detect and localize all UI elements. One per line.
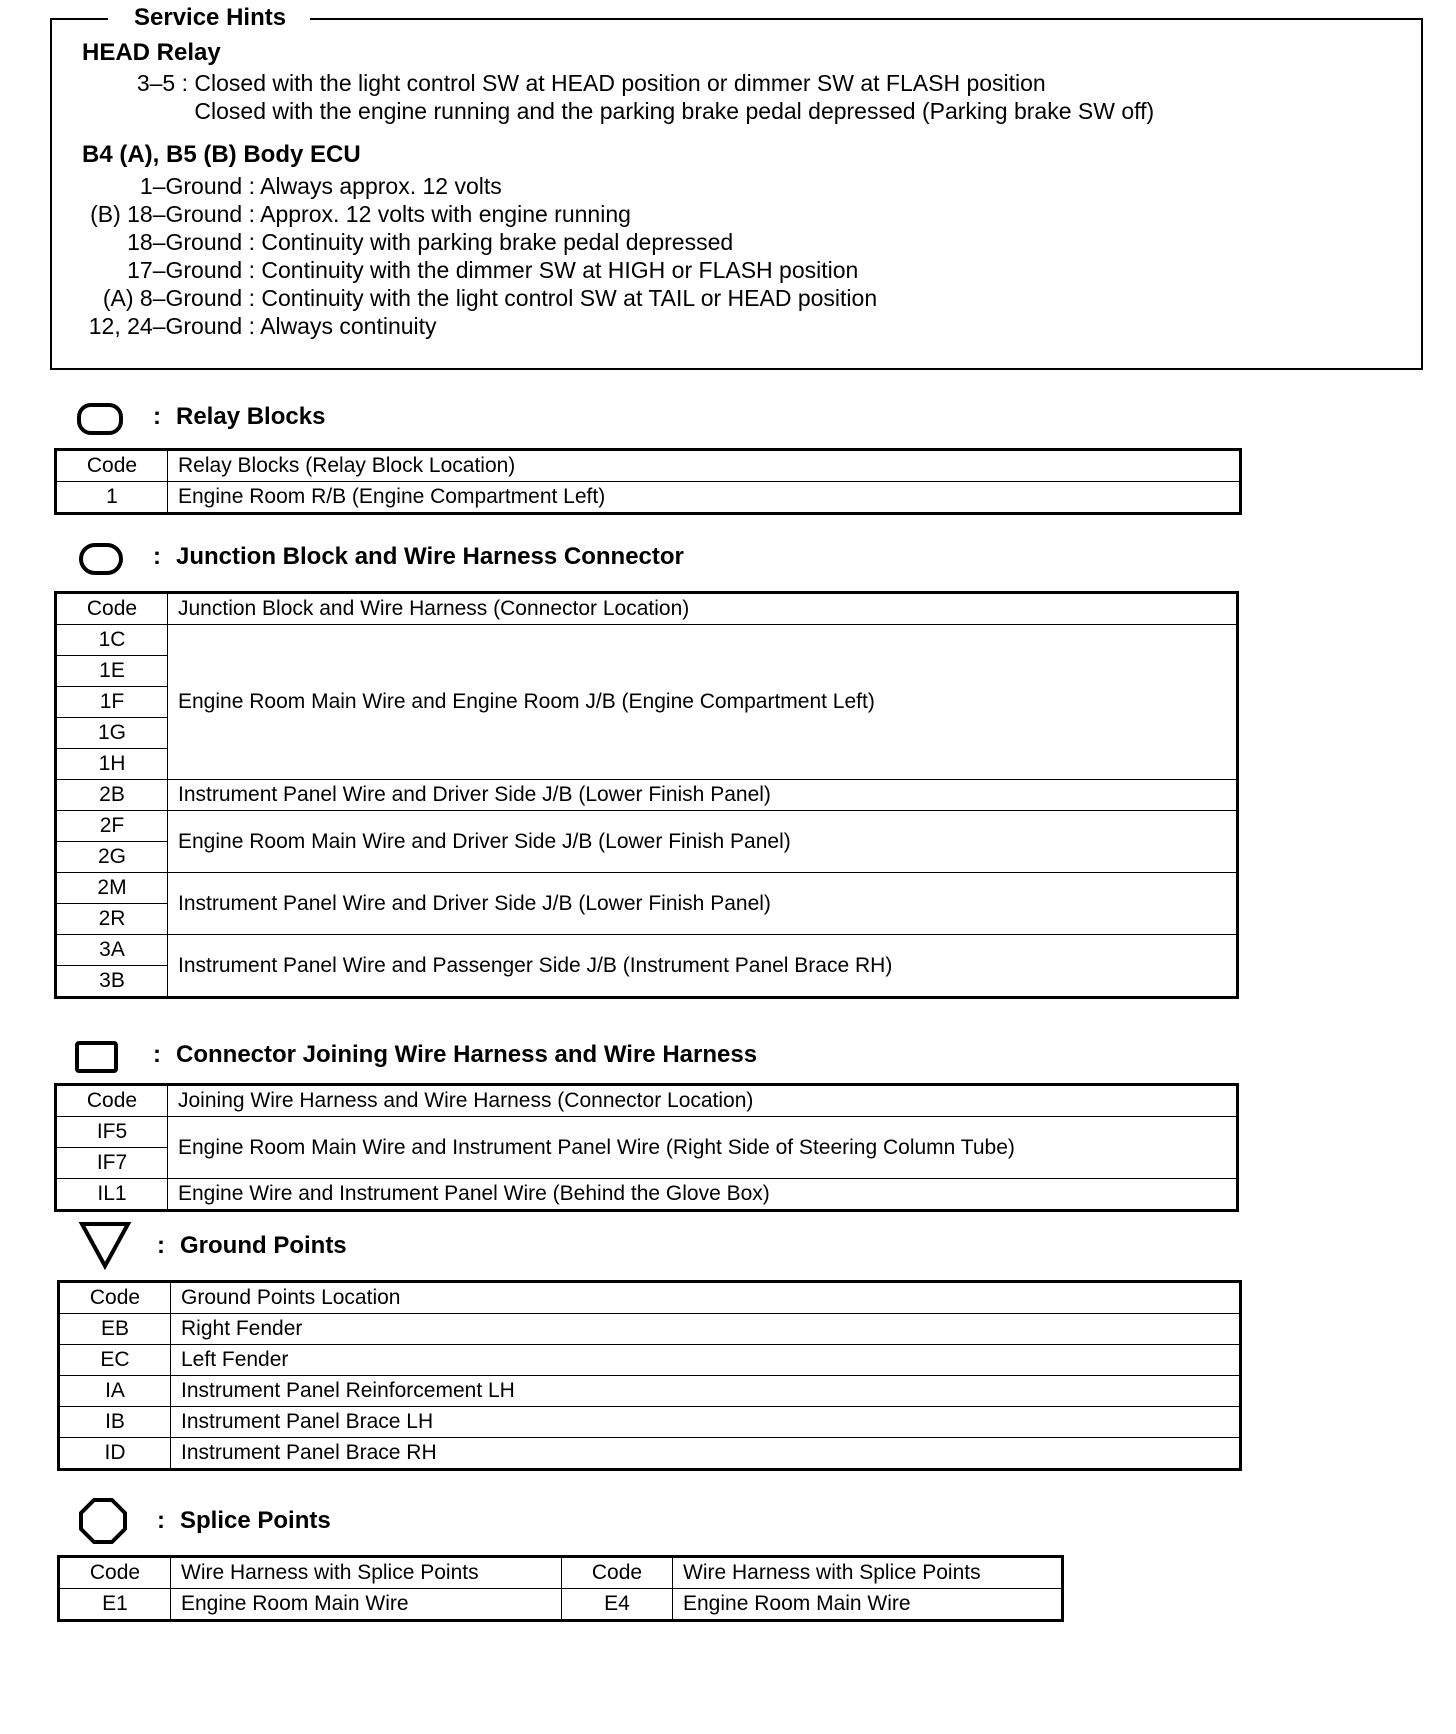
header-code: Code (56, 450, 168, 482)
head-relay-line (82, 69, 1046, 97)
header-code: Code (56, 593, 168, 625)
hint-text: Continuity with parking brake pedal depressed (261, 229, 734, 255)
code-cell: 2M (56, 873, 168, 904)
code-cell: 2F (56, 811, 168, 842)
triangle-down-icon (78, 1220, 132, 1270)
header-desc: Joining Wire Harness and Wire Harness (Connector Location) (168, 1085, 1238, 1117)
table-header-row (56, 593, 1238, 625)
table-row (59, 1589, 1063, 1621)
code-cell: IL1 (56, 1179, 168, 1211)
header-desc: Relay Blocks (Relay Block Location) (168, 450, 1241, 482)
table-row (59, 1314, 1241, 1345)
desc-cell: Instrument Panel Wire and Driver Side J/B (Lower Finish Panel) (168, 780, 1238, 811)
connector-table (54, 1083, 1239, 1212)
code-cell: 2G (56, 842, 168, 873)
code-cell: 1G (56, 718, 168, 749)
code-cell: IA (59, 1376, 171, 1407)
code-cell: 3B (56, 966, 168, 998)
desc-cell: Right Fender (171, 1314, 1241, 1345)
table-row (56, 811, 1238, 842)
desc-cell: Engine Room Main Wire (171, 1589, 562, 1621)
junction-table (54, 591, 1239, 999)
desc-cell: Left Fender (171, 1345, 1241, 1376)
header-code: Code (56, 1085, 168, 1117)
code-cell: 3A (56, 935, 168, 966)
desc-cell: Instrument Panel Brace LH (171, 1407, 1241, 1438)
code-cell: 1E (56, 656, 168, 687)
header-code: Code (562, 1557, 673, 1589)
table-row (56, 482, 1241, 514)
table-header-row (59, 1282, 1241, 1314)
header-code: Code (59, 1282, 171, 1314)
table-row (59, 1438, 1241, 1470)
desc-cell: Engine Room R/B (Engine Compartment Left) (168, 482, 1241, 514)
hint-text: Closed with the light control SW at HEAD position or dimmer SW at FLASH position (194, 70, 1046, 96)
table-row (59, 1407, 1241, 1438)
desc-cell: Engine Room Main Wire and Instrument Panel Wire (Right Side of Steering Column Tube) (168, 1117, 1238, 1179)
code-cell: E4 (562, 1589, 673, 1621)
desc-cell: Instrument Panel Brace RH (171, 1438, 1241, 1470)
service-hints-legend: Service Hints (108, 2, 310, 34)
desc-cell: Instrument Panel Reinforcement LH (171, 1376, 1241, 1407)
table-row (56, 1117, 1238, 1148)
table-row (59, 1345, 1241, 1376)
head-relay-line (82, 97, 1154, 125)
hint-label: 17–Ground : (127, 257, 255, 283)
desc-cell: Engine Room Main Wire and Engine Room J/B (Engine Compartment Left) (168, 625, 1238, 780)
rounded-rect-icon (76, 402, 124, 436)
hint-label: (B) 18–Ground : (90, 201, 255, 227)
connector-colon: : (153, 1041, 161, 1068)
desc-cell: Instrument Panel Wire and Driver Side J/B (Lower Finish Panel) (168, 873, 1238, 935)
code-cell: E1 (59, 1589, 171, 1621)
code-cell: IB (59, 1407, 171, 1438)
desc-cell: Engine Room Main Wire and Driver Side J/B (Lower Finish Panel) (168, 811, 1238, 873)
relay-blocks-table (54, 448, 1242, 515)
code-cell: 2B (56, 780, 168, 811)
hint-text: Approx. 12 volts with engine running (260, 201, 631, 227)
hint-label: 18–Ground : (127, 229, 255, 255)
header-desc: Junction Block and Wire Harness (Connector Location) (168, 593, 1238, 625)
hint-label: 3–5 : (136, 70, 188, 96)
splice-table (57, 1555, 1064, 1622)
code-cell: EC (59, 1345, 171, 1376)
octagon-icon (78, 1497, 128, 1545)
code-cell: IF5 (56, 1117, 168, 1148)
body-ecu-line (82, 284, 877, 312)
hint-text: Closed with the engine running and the parking brake pedal depressed (Parking brake SW off) (194, 98, 1155, 124)
ground-table (57, 1280, 1242, 1471)
ground-heading: Ground Points (180, 1232, 347, 1259)
hint-text: Continuity with the dimmer SW at HIGH or FLASH position (261, 257, 859, 283)
junction-heading: Junction Block and Wire Harness Connector (176, 543, 684, 570)
table-row (56, 780, 1238, 811)
code-cell: 1C (56, 625, 168, 656)
splice-colon: : (157, 1507, 165, 1534)
hint-label: 1–Ground : (139, 173, 255, 199)
head-relay-title: HEAD Relay (82, 39, 221, 66)
code-cell: ID (59, 1438, 171, 1470)
junction-colon: : (153, 543, 161, 570)
ground-colon: : (157, 1232, 165, 1259)
body-ecu-line (82, 256, 858, 284)
hint-label: 12, 24–Ground : (88, 313, 255, 339)
square-icon (74, 1040, 120, 1074)
hint-text: Always approx. 12 volts (260, 173, 502, 199)
connector-heading: Connector Joining Wire Harness and Wire Harness (176, 1041, 758, 1068)
body-ecu-line (82, 228, 733, 256)
code-cell: EB (59, 1314, 171, 1345)
table-header-row (56, 450, 1241, 482)
hint-label: (A) 8–Ground : (102, 285, 255, 311)
body-ecu-title: B4 (A), B5 (B) Body ECU (82, 141, 361, 168)
table-row (56, 873, 1238, 904)
header-code: Code (59, 1557, 171, 1589)
body-ecu-line (82, 200, 631, 228)
body-ecu-line (82, 312, 437, 340)
desc-cell: Engine Wire and Instrument Panel Wire (Behind the Glove Box) (168, 1179, 1238, 1211)
code-cell: 2R (56, 904, 168, 935)
table-row (56, 625, 1238, 656)
code-cell: 1H (56, 749, 168, 780)
table-row (59, 1376, 1241, 1407)
desc-cell: Engine Room Main Wire (673, 1589, 1063, 1621)
hint-text: Continuity with the light control SW at TAIL or HEAD position (261, 285, 878, 311)
table-row (56, 935, 1238, 966)
code-cell: 1 (56, 482, 168, 514)
relay-blocks-colon: : (153, 403, 161, 430)
body-ecu-line (82, 172, 502, 200)
relay-blocks-heading: Relay Blocks (176, 403, 326, 430)
oval-icon (78, 542, 124, 576)
hint-text: Always continuity (260, 313, 437, 339)
header-desc: Wire Harness with Splice Points (171, 1557, 562, 1589)
table-header-row (56, 1085, 1238, 1117)
header-desc: Wire Harness with Splice Points (673, 1557, 1063, 1589)
code-cell: 1F (56, 687, 168, 718)
table-header-row (59, 1557, 1063, 1589)
splice-heading: Splice Points (180, 1507, 331, 1534)
desc-cell: Instrument Panel Wire and Passenger Side J/B (Instrument Panel Brace RH) (168, 935, 1238, 998)
header-desc: Ground Points Location (171, 1282, 1241, 1314)
code-cell: IF7 (56, 1148, 168, 1179)
table-row (56, 1179, 1238, 1211)
